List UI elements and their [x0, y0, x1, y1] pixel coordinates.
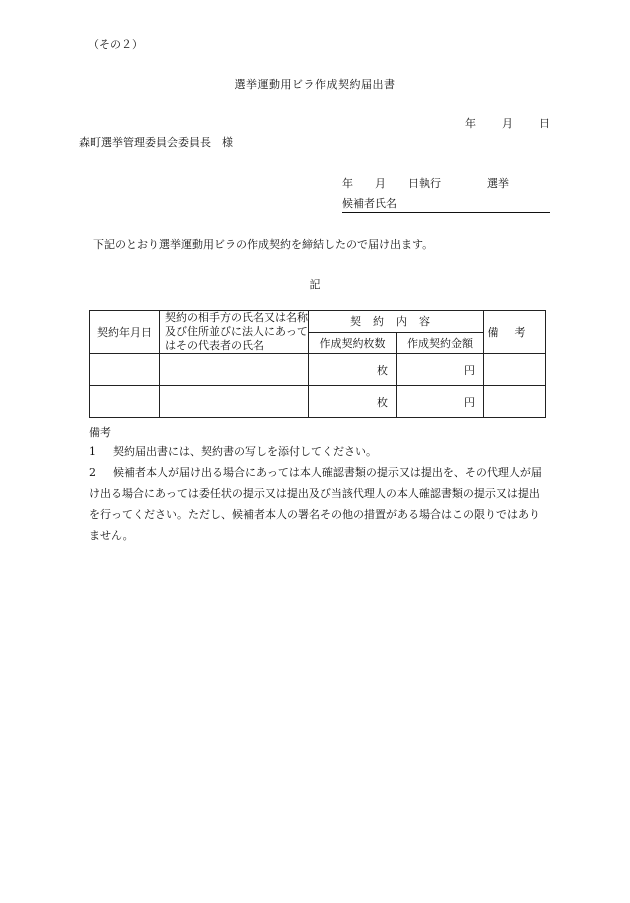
note-text: 候補者本人が届け出る場合にあっては本人確認書類の提示又は提出を、その代理人が届け出る場合にあっては委任状の提示又は提出及び当該代理人の本人確認書類の提示又は提出を行ってください。ただし、候補者本人の署名その他の措置がある場合はこの限りではありません。	[89, 466, 542, 542]
candidate-name-field	[342, 195, 550, 213]
ki-heading: 記	[309, 278, 321, 291]
table-row	[90, 354, 546, 386]
election-month-label: 月	[375, 177, 386, 190]
election-year-label: 年	[342, 177, 353, 190]
header-amount: 作成契約金額	[397, 332, 484, 354]
election-day-label: 日執行	[408, 177, 441, 190]
contract-table	[89, 310, 546, 418]
election-label: 選挙	[487, 177, 509, 190]
cell-party	[160, 354, 309, 386]
header-contract-party: 契約の相手方の氏名又は名称及び住所並びに法人にあってはその代表者の氏名	[160, 311, 309, 354]
submission-date	[465, 115, 550, 131]
notes-heading: 備考	[89, 426, 111, 439]
intro-text: 下記のとおり選挙運動用ビラの作成契約を締結したので届け出ます。	[93, 238, 434, 251]
date-day-label: 日	[539, 117, 550, 130]
cell-party	[160, 386, 309, 418]
note-text: 契約届出書には、契約書の写しを添付してください。	[113, 445, 377, 458]
header-remarks	[484, 311, 546, 354]
cell-quantity-unit: 枚	[309, 354, 397, 386]
note-number: 1	[89, 445, 96, 458]
date-month-label: 月	[502, 117, 513, 130]
cell-quantity-unit: 枚	[309, 386, 397, 418]
note-number: 2	[89, 466, 96, 479]
header-quantity: 作成契約枚数	[309, 332, 397, 354]
header-contract-date: 契約年月日	[90, 311, 160, 354]
cell-date	[90, 386, 160, 418]
table-row	[90, 386, 546, 418]
election-line	[342, 175, 509, 191]
header-remarks-label: 備考	[487, 326, 542, 339]
cell-remarks	[484, 386, 546, 418]
candidate-label: 候補者氏名	[342, 197, 397, 210]
form-number: （その２）	[88, 38, 143, 51]
header-contract-details: 契約内容	[309, 311, 484, 333]
note-item	[89, 441, 549, 462]
cell-date	[90, 354, 160, 386]
note-item	[89, 462, 549, 546]
date-year-label: 年	[465, 117, 476, 130]
cell-amount-unit: 円	[397, 354, 484, 386]
cell-remarks	[484, 354, 546, 386]
cell-amount-unit: 円	[397, 386, 484, 418]
document-title: 選挙運動用ビラ作成契約届出書	[234, 78, 396, 91]
addressee: 森町選挙管理委員会委員長 様	[79, 136, 233, 149]
